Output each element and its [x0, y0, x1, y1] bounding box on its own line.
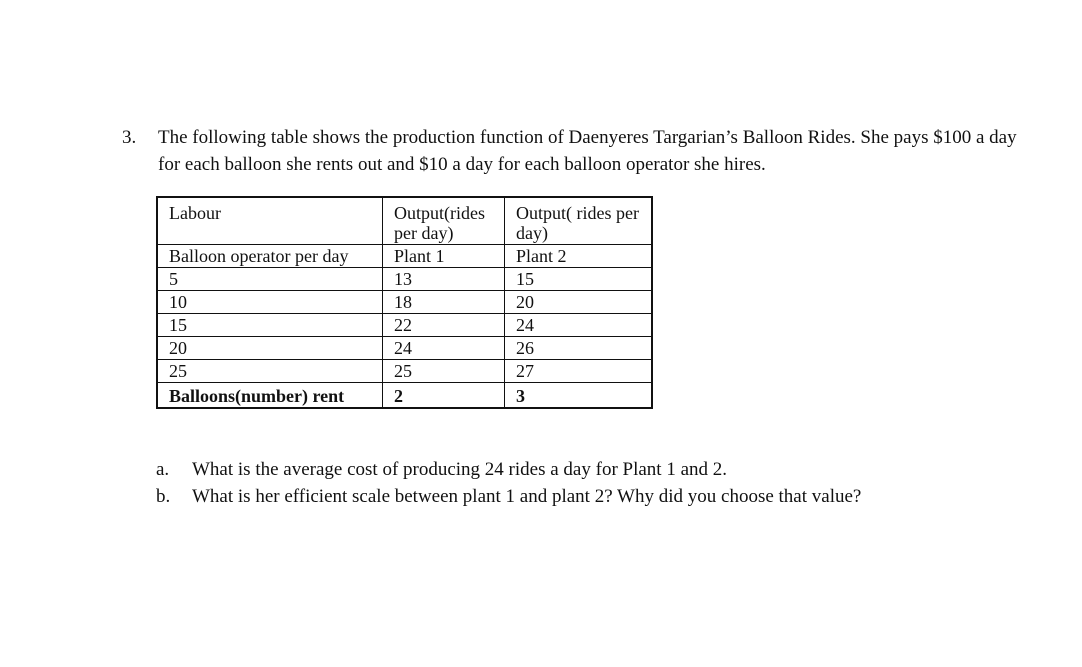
- subquestion-text: What is her efficient scale between plant 1 and plant 2? Why did you choose that value?: [192, 486, 862, 507]
- table-cell: 10: [157, 291, 383, 314]
- question-3: [122, 124, 1022, 178]
- table-cell: 2: [383, 383, 505, 409]
- table-cell: 25: [383, 360, 505, 383]
- table-cell: 24: [505, 314, 653, 337]
- table-cell: 25: [157, 360, 383, 383]
- question-number: 3.: [122, 127, 137, 148]
- question-text: The following table shows the production function of Daenyeres Targarian’s Balloon Rides. She pays $100 a day for each balloon she rents out and $10 a day for each balloon operator she hires.: [158, 127, 1017, 175]
- table-row: [157, 314, 652, 337]
- table-cell: 24: [383, 337, 505, 360]
- table-cell: Plant 1: [383, 245, 505, 268]
- table-cell: 5: [157, 268, 383, 291]
- balloons-row: [157, 383, 652, 409]
- table-cell: 26: [505, 337, 653, 360]
- table-row: [157, 337, 652, 360]
- subquestion-letter: b.: [156, 486, 171, 507]
- subquestion-a: [156, 456, 1006, 483]
- header-cell: Output(rides per day): [383, 197, 505, 245]
- subquestion-b: [156, 483, 1006, 510]
- production-table: [156, 196, 653, 409]
- table-cell: 3: [505, 383, 653, 409]
- table-row: [157, 245, 652, 268]
- table-cell: 18: [383, 291, 505, 314]
- table-cell: Balloons(number) rent: [157, 383, 383, 409]
- table-cell: Plant 2: [505, 245, 653, 268]
- table-cell: 15: [505, 268, 653, 291]
- table-cell: 27: [505, 360, 653, 383]
- table-cell: 15: [157, 314, 383, 337]
- table-header-row: [157, 197, 652, 245]
- table-row: [157, 291, 652, 314]
- table-cell: 22: [383, 314, 505, 337]
- table-cell: 20: [157, 337, 383, 360]
- table-row: [157, 360, 652, 383]
- subquestion-letter: a.: [156, 459, 170, 480]
- table-row: [157, 268, 652, 291]
- header-cell: Labour: [157, 197, 383, 245]
- table-cell: 20: [505, 291, 653, 314]
- subquestion-text: What is the average cost of producing 24 rides a day for Plant 1 and 2.: [192, 459, 728, 480]
- table-cell: Balloon operator per day: [157, 245, 383, 268]
- header-cell: Output( rides per day): [505, 197, 653, 245]
- table-cell: 13: [383, 268, 505, 291]
